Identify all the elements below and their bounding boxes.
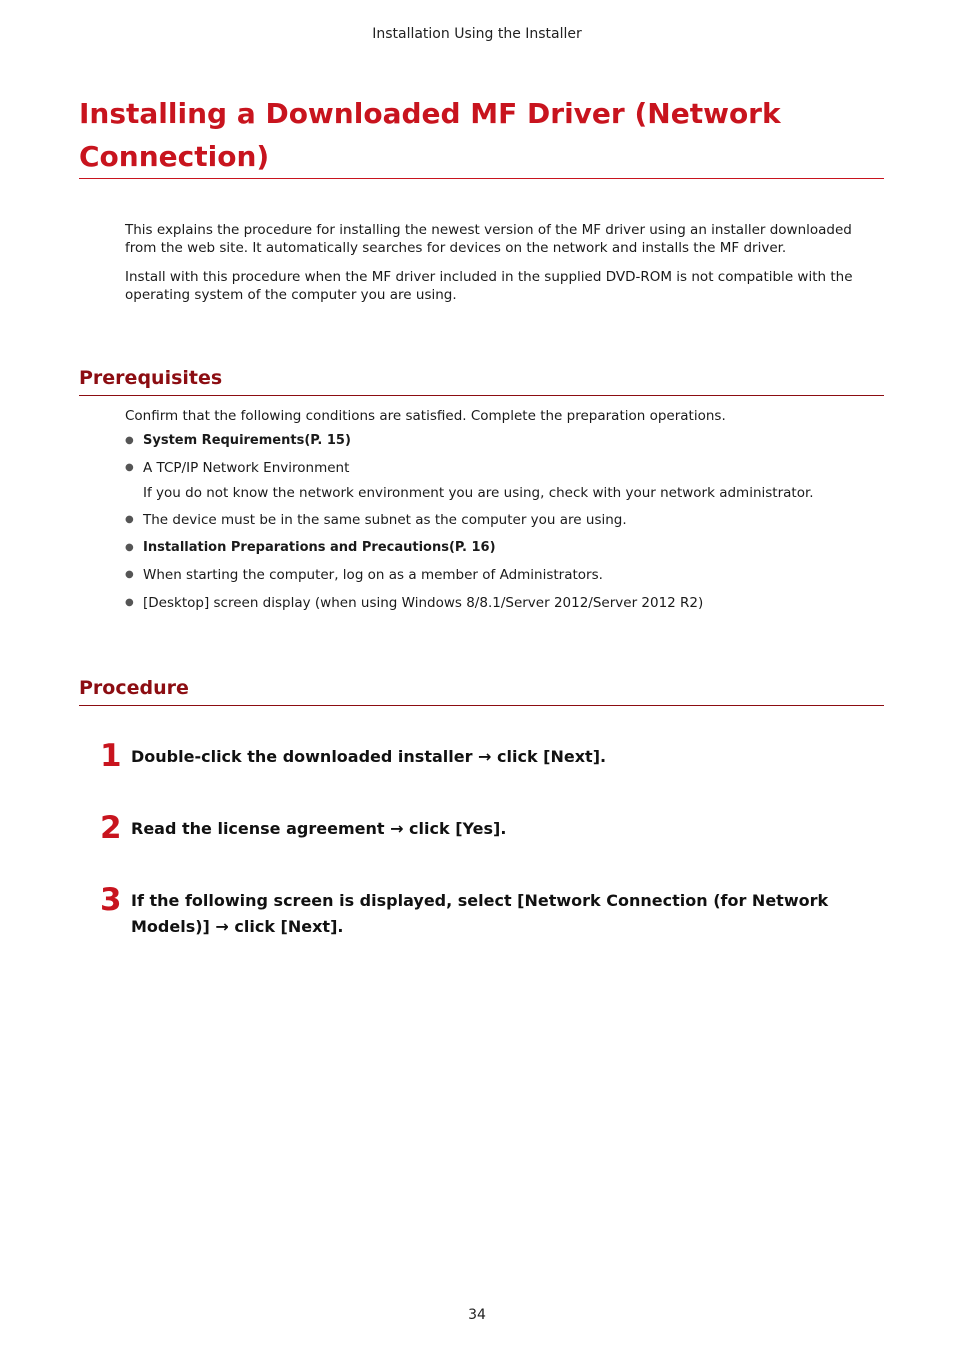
- title-divider: [79, 178, 884, 179]
- list-item-label: [Desktop] screen display (when using Windows 8/8.1/Server 2012/Server 2012 R2): [143, 595, 704, 611]
- step-number: 2: [100, 810, 122, 846]
- prerequisites-heading: Prerequisites: [79, 367, 223, 389]
- step-instruction: Read the license agreement → click [Yes].: [131, 819, 507, 838]
- intro-paragraph: Install with this procedure when the MF driver included in the supplied DVD-ROM is not compatible with the operating system of the computer you are using.: [125, 269, 853, 303]
- list-item-note: If you do not know the network environment you are using, check with your network administrator.: [143, 485, 814, 501]
- bullet-icon: ●: [125, 569, 134, 580]
- bullet-icon: ●: [125, 542, 134, 553]
- prerequisites-intro: Confirm that the following conditions are satisfied. Complete the preparation operations.: [125, 408, 726, 424]
- list-item-label: The device must be in the same subnet as the computer you are using.: [143, 512, 627, 528]
- page-title: Installing a Downloaded MF Driver (Network Connection): [79, 97, 781, 173]
- running-header: Installation Using the Installer: [372, 26, 582, 42]
- procedure-divider: [79, 705, 884, 706]
- list-item-label: When starting the computer, log on as a member of Administrators.: [143, 567, 603, 583]
- bullet-icon: ●: [125, 435, 134, 446]
- step-instruction: Double-click the downloaded installer → click [Next].: [131, 747, 607, 766]
- procedure-heading: Procedure: [79, 677, 189, 699]
- bullet-icon: ●: [125, 514, 134, 525]
- prerequisites-divider: [79, 395, 884, 396]
- intro-paragraph: This explains the procedure for installing the newest version of the MF driver using an installer downloaded from the web site. It automatically searches for devices on the network and installs the MF driver.: [125, 222, 852, 256]
- list-item-label: A TCP/IP Network Environment: [143, 460, 350, 476]
- step-instruction: If the following screen is displayed, select [Network Connection (for Network Models)] → click [Next].: [131, 891, 829, 936]
- step-number: 3: [100, 882, 122, 918]
- system-requirements-link[interactable]: System Requirements(P. 15): [143, 433, 351, 448]
- bullet-icon: ●: [125, 462, 134, 473]
- installation-preparations-link[interactable]: Installation Preparations and Precautions(P. 16): [143, 540, 496, 555]
- page-number: 34: [468, 1307, 486, 1323]
- bullet-icon: ●: [125, 597, 134, 608]
- step-number: 1: [100, 738, 122, 774]
